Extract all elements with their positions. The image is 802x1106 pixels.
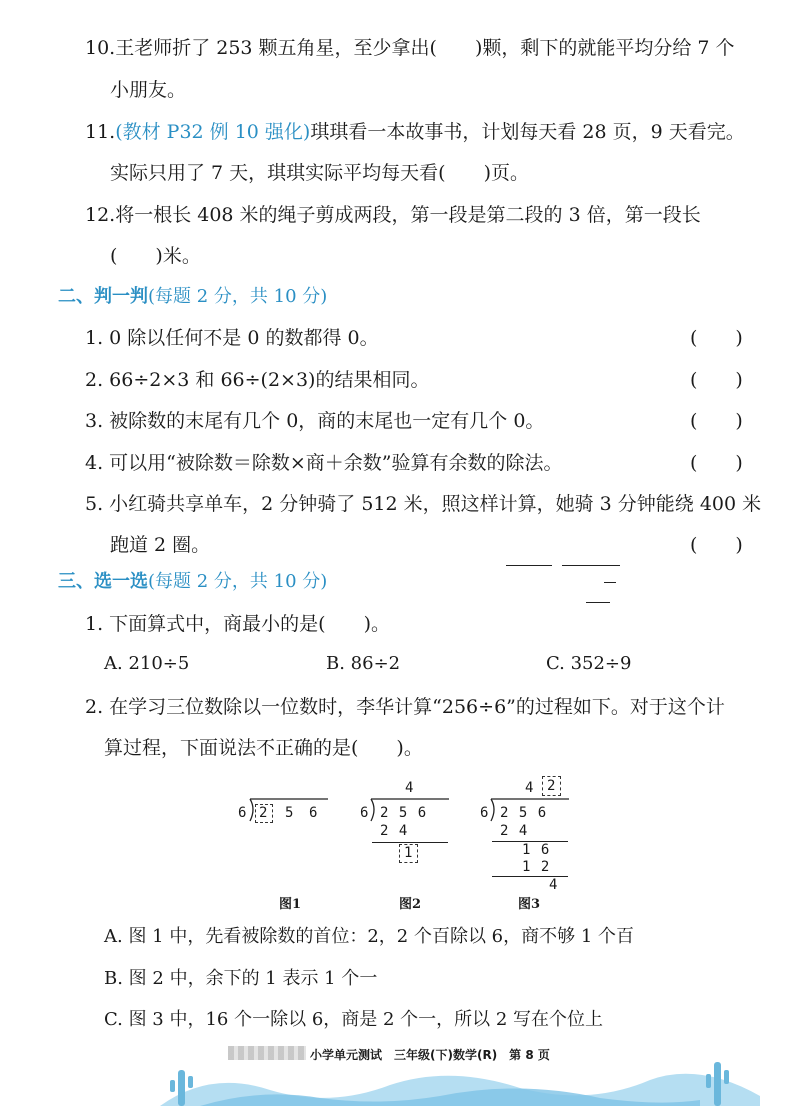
q12-line2: ( )米。: [110, 245, 201, 267]
page-footer: 小学单元测试 三年级(下)数学(R) 第 8 页: [310, 1048, 550, 1062]
choice2-option-a[interactable]: A. 图 1 中，先看被除数的首位：2，2 个百除以 6，商不够 1 个百: [104, 926, 635, 947]
fig1-digit-boxed: 2: [259, 805, 268, 821]
choice1-option-b[interactable]: B. 86÷2: [326, 653, 401, 674]
judge-5-text: 5. 小红骑共享单车，2 分钟骑了 512 米，照这样计算，她骑 3 分钟能绕 400 米: [85, 493, 762, 515]
judge-3-blank[interactable]: ( ): [690, 410, 743, 432]
decor-stroke: [562, 565, 620, 566]
section2-note: (每题 2 分，共 10 分): [148, 286, 328, 307]
fig3-step-3: 1 2: [522, 859, 551, 875]
section3-note: (每题 2 分，共 10 分): [148, 571, 328, 592]
section3-title: [58, 570, 327, 594]
q11-line1: [85, 120, 745, 144]
q10-line2: 小朋友。: [110, 79, 187, 101]
choice2-option-c[interactable]: C. 图 3 中，16 个一除以 6，商是 2 个一，所以 2 写在个位上: [104, 1009, 604, 1030]
judge-2-blank[interactable]: ( ): [690, 369, 743, 391]
q11-num: 11.: [85, 121, 116, 143]
fig2-quotient: 4: [405, 780, 414, 796]
fig3-dividend: 2 5 6: [500, 805, 548, 821]
q11-line2: 实际只用了 7 天，琪琪实际平均每天看( )页。: [110, 162, 529, 184]
decor-stroke: [506, 565, 552, 566]
choice2-stem-line2: 算过程，下面说法不正确的是( )。: [104, 737, 423, 759]
fig1-label: 图1: [279, 897, 302, 912]
q12-line1: 12.将一根长 408 米的绳子剪成两段，第一段是第二段的 3 倍，第一段长: [85, 204, 701, 226]
q10-line1: 10.王老师折了 253 颗五角星，至少拿出( )颗，剩下的就能平均分给 7 个: [85, 37, 735, 59]
choice1-option-a[interactable]: A. 210÷5: [104, 653, 190, 674]
fig2-divisor: 6: [360, 805, 369, 821]
fig1-digit-2: 5: [285, 805, 294, 821]
fig3-step-2: 1 6: [522, 842, 551, 858]
fig2-subtract-line: [372, 842, 448, 843]
decorative-landscape: [0, 1040, 802, 1106]
choice1-option-c[interactable]: C. 352÷9: [546, 653, 632, 674]
fig3-remainder: 4: [549, 877, 558, 893]
fig2-dividend: 2 5 6: [380, 805, 428, 821]
choice2-option-b[interactable]: B. 图 2 中，余下的 1 表示 1 个一: [104, 968, 378, 989]
fig3-divisor: 6: [480, 805, 489, 821]
judge-1-blank[interactable]: ( ): [690, 327, 743, 349]
fig3-label: 图3: [518, 897, 541, 912]
judge-2-text: 2. 66÷2×3 和 66÷(2×3)的结果相同。: [85, 369, 430, 391]
choice1-stem: 1. 下面算式中，商最小的是( )。: [85, 613, 390, 635]
choice2-stem-line1: 2. 在学习三位数除以一位数时，李华计算“256÷6”的过程如下。对于这个计: [85, 696, 725, 718]
judge-4-blank[interactable]: ( ): [690, 452, 743, 474]
decor-stroke: [586, 602, 610, 603]
q11-text: 琪琪看一本故事书，计划每天看 28 页，9 天看完。: [310, 121, 745, 143]
decor-stroke: [604, 582, 616, 583]
judge-5-blank[interactable]: ( ): [690, 534, 743, 556]
section2-title: [58, 285, 327, 309]
section3-heading: 三、选一选: [58, 571, 148, 592]
judge-5-line2: 跑道 2 圈。: [110, 534, 211, 556]
fig2-product: 2 4: [380, 823, 409, 839]
fig2-label: 图2: [399, 897, 422, 912]
judge-3-text: 3. 被除数的末尾有几个 0，商的末尾也一定有几个 0。: [85, 410, 545, 432]
fig3-step-1: 2 4: [500, 823, 529, 839]
fig1-digit-3: 6: [309, 805, 318, 821]
section2-heading: 二、判一判: [58, 286, 148, 307]
judge-1-text: 1. 0 除以任何不是 0 的数都得 0。: [85, 327, 379, 349]
fig3-quotient-2: 2: [547, 778, 556, 794]
fig2-remainder: 1: [404, 845, 413, 861]
q11-textbook-ref: (教材 P32 例 10 强化): [115, 121, 311, 143]
fig3-quotient-1: 4: [525, 780, 534, 796]
fig1-divisor: 6: [238, 805, 247, 821]
judge-4-text: 4. 可以用“被除数＝除数×商＋余数”验算有余数的除法。: [85, 452, 563, 474]
